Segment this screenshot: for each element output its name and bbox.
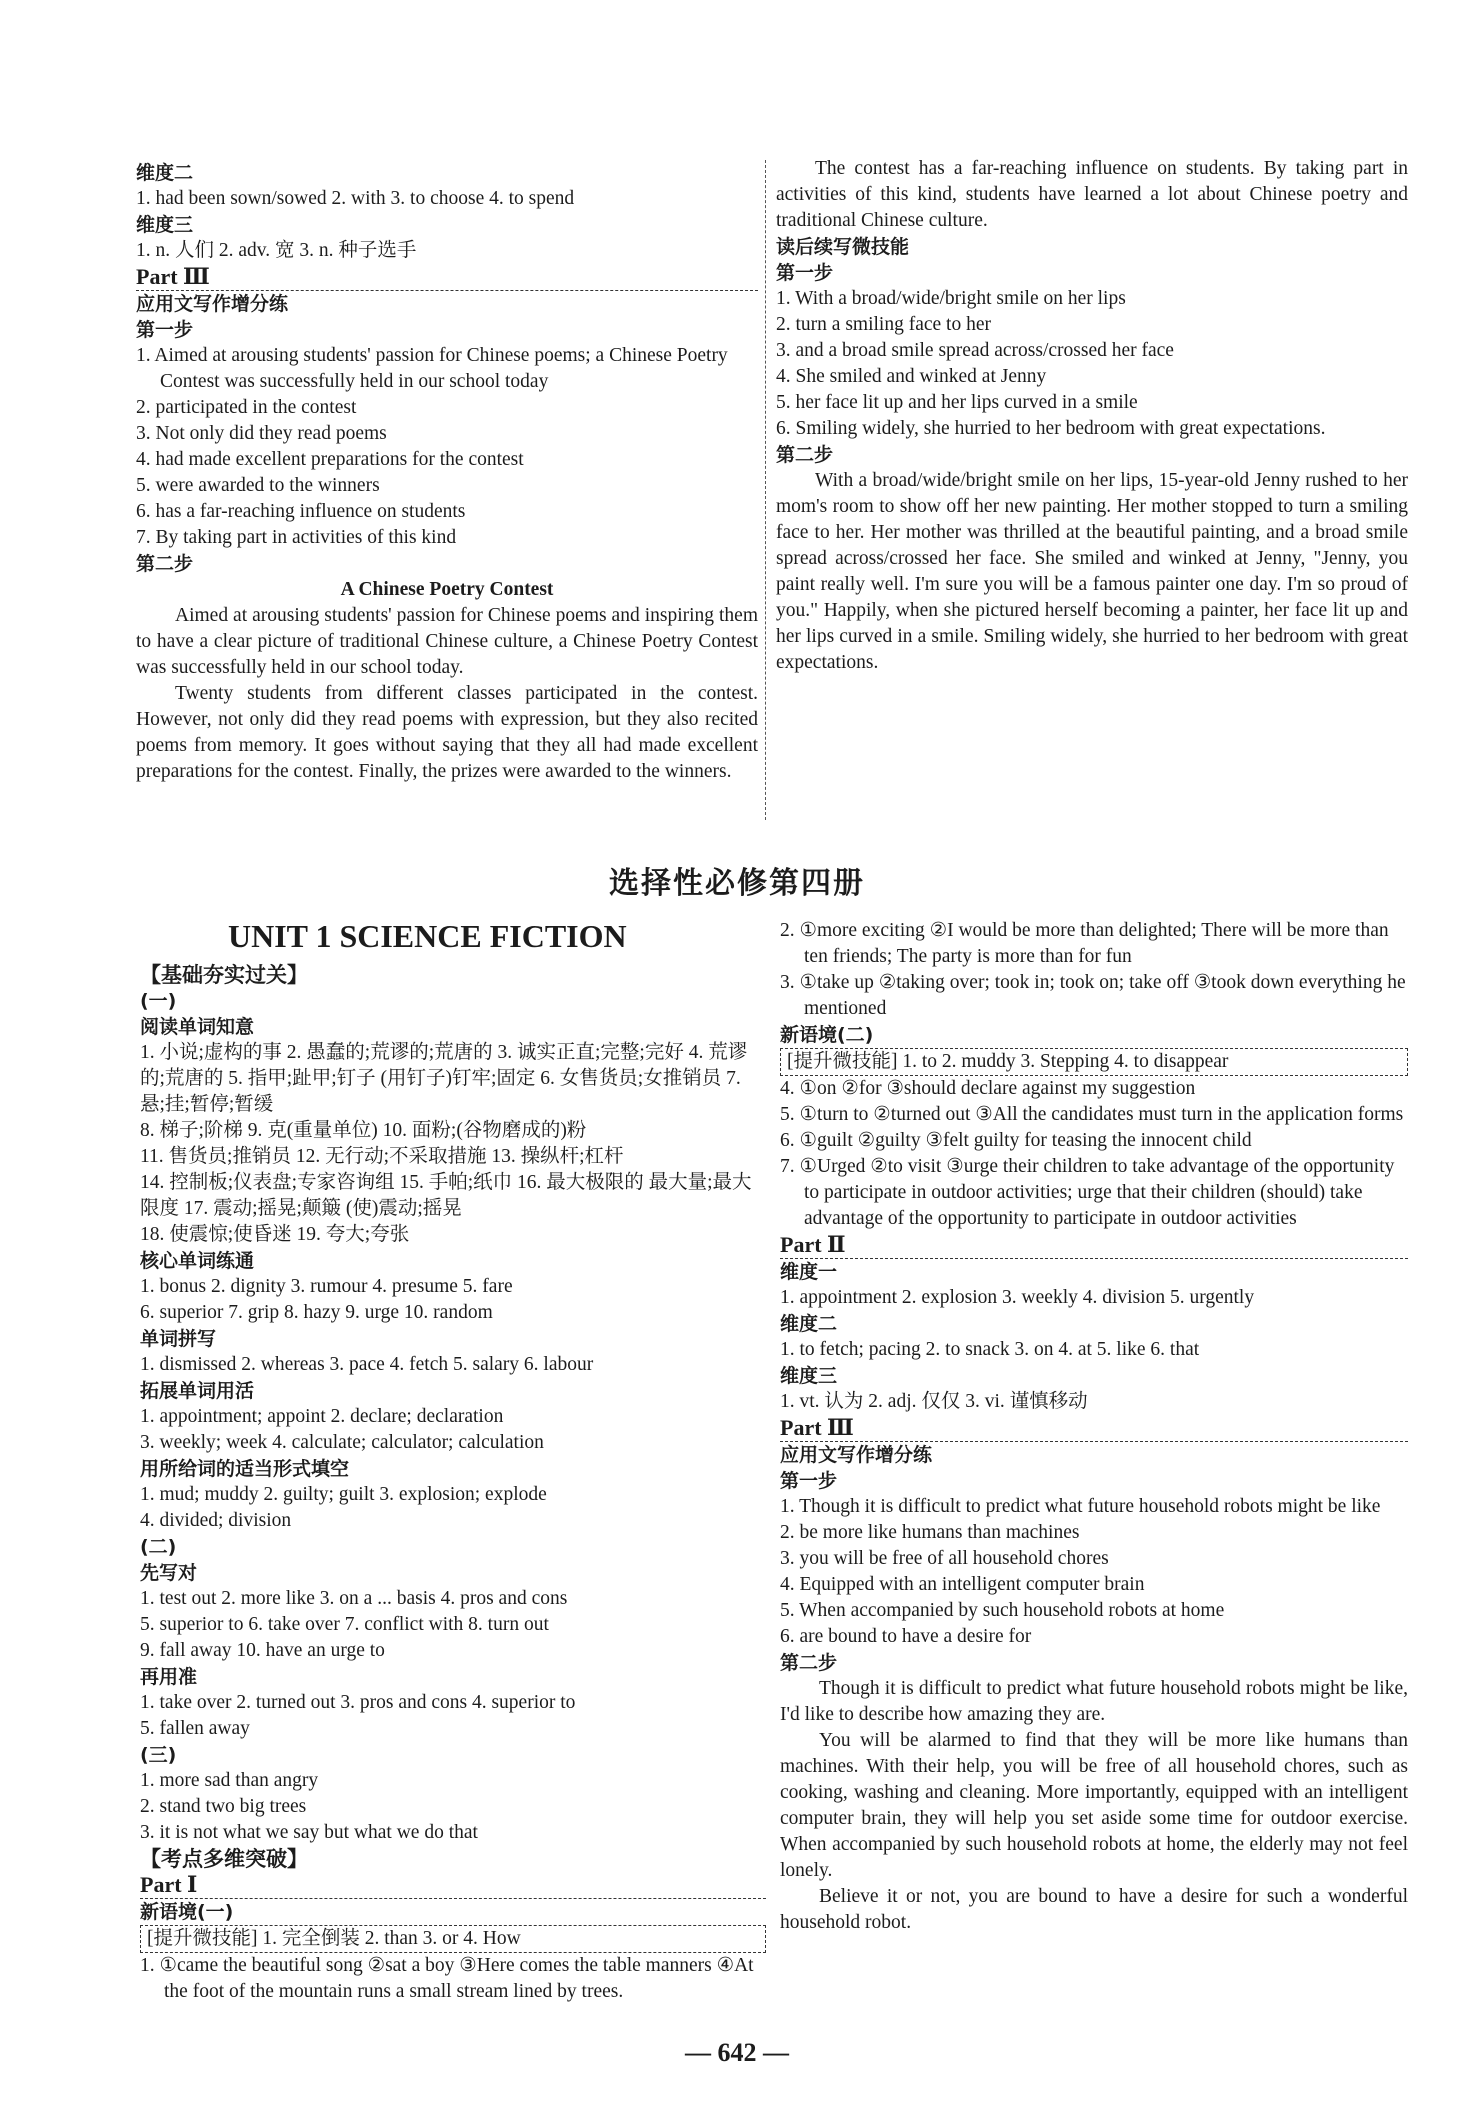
bottom-right-line: 1. to fetch; pacing 2. to snack 3. on 4. at 5. like 6. that bbox=[780, 1339, 1200, 1360]
bottom-left-line: 核心单词练通 bbox=[140, 1250, 255, 1272]
bottom-left-line: 1. more sad than angry bbox=[140, 1770, 319, 1791]
top-left-line: 1. Aimed at arousing students' passion for Chinese poems; a Chinese Poetry Contest was successfully held in our school today bbox=[136, 345, 728, 392]
bottom-right-line: 第一步 bbox=[780, 1470, 838, 1492]
bottom-right-line: 4. Equipped with an intelligent computer brain bbox=[780, 1574, 1145, 1595]
bottom-right-line: You will be alarmed to find that they will be more like humans than machines. With their help, you will be free of all household chores, such as cooking, washing and cleaning. More importantly, equipped with an intelligent computer brain, they will help you set aside some time for outdoor exercise. When accompanied by such household robots at home, the elderly may not feel lonely. bbox=[780, 1730, 1408, 1881]
top-right-line: 2. turn a smiling face to her bbox=[776, 314, 991, 335]
bottom-left-line: 3. weekly; week 4. calculate; calculator; calculation bbox=[140, 1432, 544, 1453]
top-right-line: 5. her face lit up and her lips curved in a smile bbox=[776, 392, 1138, 413]
top-left-line: 维度二 bbox=[136, 162, 194, 184]
bottom-left-line: 5. superior to 6. take over 7. conflict with 8. turn out bbox=[140, 1614, 549, 1635]
bottom-left-line: (一) bbox=[140, 990, 177, 1012]
top-right-column bbox=[776, 156, 1408, 676]
top-right-line: 3. and a broad smile spread across/crossed her face bbox=[776, 340, 1174, 361]
bottom-right-line: 6. are bound to have a desire for bbox=[780, 1626, 1032, 1647]
bottom-right-line: 应用文写作增分练 bbox=[780, 1444, 933, 1466]
bottom-right-column bbox=[780, 918, 1408, 1936]
bottom-right-line: 4. ①on ②for ③should declare against my suggestion bbox=[780, 1078, 1196, 1099]
bottom-left-line: 【考点多维突破】 bbox=[140, 1847, 308, 1871]
bottom-left-line: [提升微技能] 1. 完全倒装 2. than 3. or 4. How bbox=[140, 1925, 766, 1953]
top-right-line: 读后续写微技能 bbox=[776, 236, 910, 258]
top-right-line: The contest has a far-reaching influence on students. By taking part in activities of this kind, students have learned a lot about Chinese poetry and traditional Chinese culture. bbox=[776, 158, 1408, 231]
top-left-line: 1. had been sown/sowed 2. with 3. to choose 4. to spend bbox=[136, 188, 575, 209]
bottom-left-line: 2. stand two big trees bbox=[140, 1796, 307, 1817]
bottom-right-line: [提升微技能] 1. to 2. muddy 3. Stepping 4. to disappear bbox=[780, 1048, 1408, 1076]
bottom-left-line: 18. 使震惊;使昏迷 19. 夸大;夸张 bbox=[140, 1224, 410, 1245]
bottom-left-line: 1. appointment; appoint 2. declare; declaration bbox=[140, 1406, 504, 1427]
section-title: 选择性必修第四册 bbox=[609, 866, 865, 901]
bottom-left-line: (二) bbox=[140, 1536, 177, 1558]
bottom-left-line: 4. divided; division bbox=[140, 1510, 292, 1531]
bottom-right-line: 3. you will be free of all household chores bbox=[780, 1548, 1109, 1569]
bottom-left-line: 新语境(一) bbox=[140, 1901, 234, 1923]
top-left-line: 7. By taking part in activities of this kind bbox=[136, 527, 457, 548]
top-left-line: 4. had made excellent preparations for the contest bbox=[136, 449, 524, 470]
top-left-line: 2. participated in the contest bbox=[136, 397, 357, 418]
bottom-right-line: 维度一 bbox=[780, 1261, 838, 1283]
bottom-left-line: 1. dismissed 2. whereas 3. pace 4. fetch 5. salary 6. labour bbox=[140, 1354, 594, 1375]
top-right-line: 6. Smiling widely, she hurried to her bedroom with great expectations. bbox=[776, 418, 1326, 439]
bottom-left-column bbox=[140, 962, 766, 2005]
bottom-right-line: 7. ①Urged ②to visit ③urge their children to take advantage of the opportunity to participate in outdoor activities; urge that their children (should) take advantage of the opportunity to participate in outdoor activities bbox=[780, 1156, 1395, 1229]
top-left-line: Twenty students from different classes participated in the contest. However, not only did they read poems with expression, but they also recited poems from memory. It goes without saying that they all had made excellent preparations for the contest. Finally, the prizes were awarded to the winners. bbox=[136, 683, 758, 782]
top-right-line: 第二步 bbox=[776, 444, 834, 466]
bottom-right-line: 6. ①guilt ②guilty ③felt guilty for teasing the innocent child bbox=[780, 1130, 1252, 1151]
top-left-column bbox=[136, 160, 758, 785]
bottom-left-line: 14. 控制板;仪表盘;专家咨询组 15. 手帕;纸巾 16. 最大极限的 最大量;最大限度 17. 震动;摇晃;颠簸 (使)震动;摇晃 bbox=[140, 1172, 752, 1219]
bottom-right-line: 5. When accompanied by such household robots at home bbox=[780, 1600, 1225, 1621]
top-left-line: 应用文写作增分练 bbox=[136, 293, 289, 315]
top-left-line: Aimed at arousing students' passion for Chinese poems and inspiring them to have a clear picture of traditional Chinese culture, a Chinese Poetry Contest was successfully held in our school today. bbox=[136, 605, 758, 678]
bottom-left-line: 1. mud; muddy 2. guilty; guilt 3. explosion; explode bbox=[140, 1484, 547, 1505]
top-left-line: 第二步 bbox=[136, 553, 194, 575]
bottom-left-line: (三) bbox=[140, 1744, 177, 1766]
bottom-left-line: 3. it is not what we say but what we do that bbox=[140, 1822, 478, 1843]
bottom-left-line: 6. superior 7. grip 8. hazy 9. urge 10. random bbox=[140, 1302, 493, 1323]
bottom-right-line: 5. ①turn to ②turned out ③All the candidates must turn in the application forms bbox=[780, 1104, 1404, 1125]
bottom-right-line: 1. vt. 认为 2. adj. 仅仅 3. vi. 谨慎移动 bbox=[780, 1391, 1088, 1412]
bottom-left-line: 1. take over 2. turned out 3. pros and cons 4. superior to bbox=[140, 1692, 576, 1713]
bottom-left-line: 9. fall away 10. have an urge to bbox=[140, 1640, 385, 1661]
top-right-line: With a broad/wide/bright smile on her lips, 15-year-old Jenny rushed to her mom's room to show off her new painting. Her mother stopped to turn a smiling face to her. Her mother was thrilled at the beautiful painting, and a broad smile spread across/crossed her face. She smiled and winked at Jenny, "Jenny, you paint really well. I'm sure you will be a famous painter one day. I'm so proud of you." Happily, when she pictured herself becoming a painter, her face lit up and her lips curved in a smile. Smiling widely, she hurried to her bedroom with great expectations. bbox=[776, 470, 1408, 673]
top-right-line: 4. She smiled and winked at Jenny bbox=[776, 366, 1047, 387]
top-left-line: 6. has a far-reaching influence on students bbox=[136, 501, 466, 522]
bottom-right-line: 2. ①more exciting ②I would be more than delighted; There will be more than ten friends; The party is more than for fun bbox=[780, 920, 1389, 967]
bottom-left-line: 用所给词的适当形式填空 bbox=[140, 1458, 350, 1480]
bottom-left-line: 拓展单词用活 bbox=[140, 1380, 255, 1402]
bottom-left-line: 5. fallen away bbox=[140, 1718, 250, 1739]
bottom-right-line: Believe it or not, you are bound to have a desire for such a wonderful household robot. bbox=[780, 1886, 1408, 1933]
bottom-right-line: 新语境(二) bbox=[780, 1024, 874, 1046]
top-left-line: 3. Not only did they read poems bbox=[136, 423, 387, 444]
bottom-left-line: 1. test out 2. more like 3. on a ... basis 4. pros and cons bbox=[140, 1588, 568, 1609]
top-left-line: 1. n. 人们 2. adv. 宽 3. n. 种子选手 bbox=[136, 240, 417, 261]
top-left-line: Part Ⅲ bbox=[136, 264, 758, 291]
top-left-line: 5. were awarded to the winners bbox=[136, 475, 380, 496]
bottom-right-line: 维度二 bbox=[780, 1313, 838, 1335]
bottom-left-line: 8. 梯子;阶梯 9. 克(重量单位) 10. 面粉;(谷物磨成的)粉 bbox=[140, 1120, 587, 1141]
bottom-left-line: 【基础夯实过关】 bbox=[140, 963, 308, 987]
bottom-left-line: 1. ①came the beautiful song ②sat a boy ③Here comes the table manners ④At the foot of the mountain runs a small stream lined by trees. bbox=[140, 1955, 754, 2002]
top-left-line: 第一步 bbox=[136, 319, 194, 341]
bottom-left-line: 先写对 bbox=[140, 1562, 198, 1584]
bottom-right-line: 1. appointment 2. explosion 3. weekly 4. division 5. urgently bbox=[780, 1287, 1255, 1308]
bottom-left-line: 阅读单词知意 bbox=[140, 1016, 255, 1038]
bottom-right-line: Part Ⅱ bbox=[780, 1232, 1408, 1259]
column-divider bbox=[765, 160, 766, 820]
bottom-right-line: 2. be more like humans than machines bbox=[780, 1522, 1080, 1543]
bottom-right-line: 1. Though it is difficult to predict what future household robots might be like bbox=[780, 1496, 1381, 1517]
bottom-right-line: 3. ①take up ②taking over; took in; took on; take off ③took down everything he mentioned bbox=[780, 972, 1406, 1019]
top-left-line: 维度三 bbox=[136, 214, 194, 236]
bottom-left-line: 11. 售货员;推销员 12. 无行动;不采取措施 13. 操纵杆;杠杆 bbox=[140, 1146, 624, 1167]
bottom-left-line: 1. bonus 2. dignity 3. rumour 4. presume 5. fare bbox=[140, 1276, 513, 1297]
bottom-right-line: Part Ⅲ bbox=[780, 1415, 1408, 1442]
unit-title: UNIT 1 SCIENCE FICTION bbox=[228, 918, 627, 954]
bottom-right-line: Though it is difficult to predict what future household robots might be like, I'd like to describe how amazing they are. bbox=[780, 1678, 1408, 1725]
top-right-line: 1. With a broad/wide/bright smile on her lips bbox=[776, 288, 1126, 309]
top-left-line: A Chinese Poetry Contest bbox=[340, 579, 554, 600]
page-number: — 642 — bbox=[685, 2038, 789, 2067]
top-right-line: 第一步 bbox=[776, 262, 834, 284]
bottom-left-line: 单词拼写 bbox=[140, 1328, 217, 1350]
bottom-left-line: 再用准 bbox=[140, 1666, 198, 1688]
bottom-right-line: 第二步 bbox=[780, 1652, 838, 1674]
bottom-left-line: 1. 小说;虚构的事 2. 愚蠢的;荒谬的;荒唐的 3. 诚实正直;完整;完好 4. 荒谬的;荒唐的 5. 指甲;趾甲;钉子 (用钉子)钉牢;固定 6. 女售货员;女推销员 7. 悬;挂;暂停;暂缓 bbox=[140, 1042, 748, 1115]
bottom-right-line: 维度三 bbox=[780, 1365, 838, 1387]
bottom-left-line: Part Ⅰ bbox=[140, 1872, 766, 1899]
